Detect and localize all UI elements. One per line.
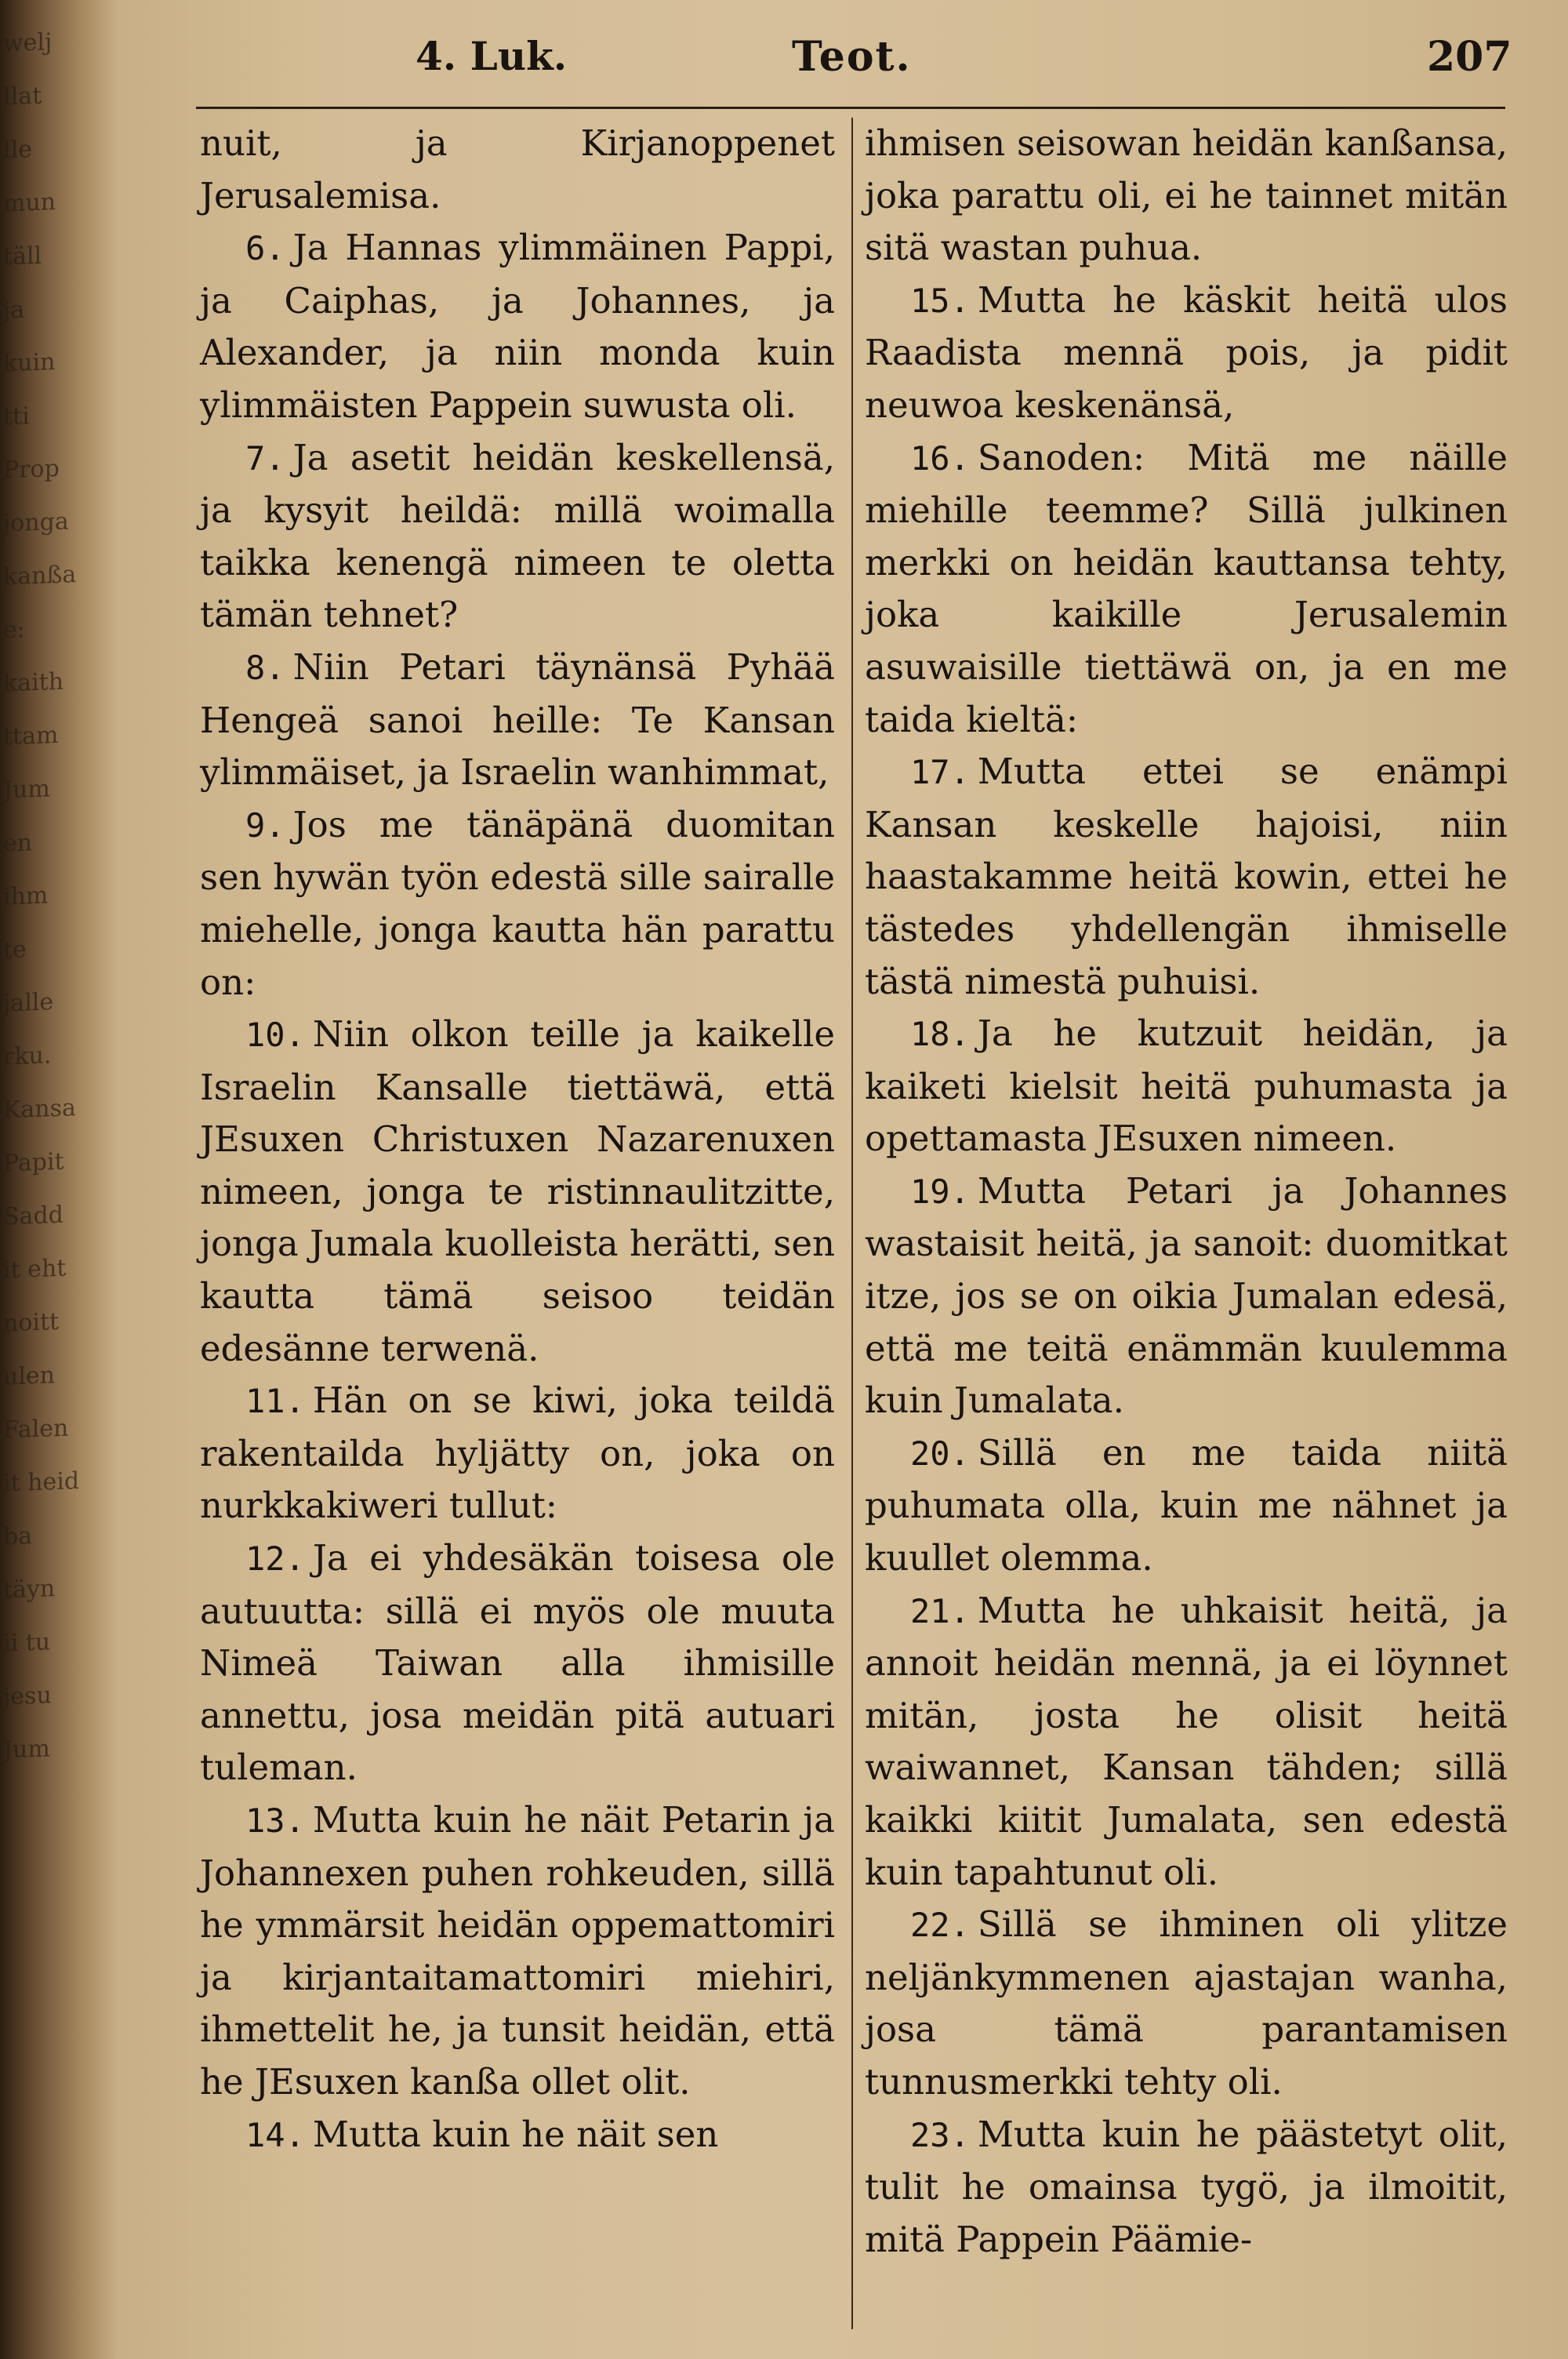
column-divider — [851, 118, 853, 2329]
fragment-line: Falen — [3, 1414, 69, 1445]
verse — [865, 1585, 1508, 1899]
verse — [865, 1008, 1508, 1165]
verse-number: 14. — [245, 2115, 305, 2154]
verse-text: Mutta he uhkaisit heitä, ja annoit heidän mennä, ja ei löynnet mitän, josta he olisit heitä waiwannet, Kansan tähden; sillä kaikki kiitit Jumalata, sen edestä kuin tapahtunut oli. — [865, 1589, 1508, 1893]
right-column — [865, 118, 1508, 2266]
fragment-line: jonga — [3, 507, 69, 538]
verse-text: Ja asetit heidän keskellensä, ja kysyit heildä: millä woimalla taikka kenengä nimeen te oletta tämän tehnet? — [200, 436, 835, 636]
fragment-line: Kansa — [3, 1094, 76, 1125]
verse-number: 16. — [910, 438, 970, 478]
fragment-line: täyn — [3, 1575, 56, 1605]
verse — [200, 1532, 835, 1794]
running-header — [0, 33, 1568, 96]
verse-number: 15. — [910, 281, 970, 320]
fragment-line: Jum — [3, 775, 50, 805]
header-rule — [196, 107, 1505, 109]
verse-text: Niin olkon teille ja kaikelle Israelin Kansalle tiettäwä, että JEsuxen Christuxen Nazarenuxen nimeen, jonga te ristinnaulitzitte, jonga Jumala kuolleista herätti, sen kautta tämä seisoo teidän edesänne terwenä. — [200, 1013, 835, 1369]
verse-text: Niin Petari täynänsä Pyhää Hengeä sanoi heille: Te Kansan ylimmäiset, ja Israelin wanhimmat, — [200, 645, 835, 794]
fragment-line: e: — [3, 616, 25, 645]
verse-text: Sillä en me taida niitä puhumata olla, kuin me nähnet ja kuullet olemma. — [865, 1431, 1508, 1579]
verse — [200, 432, 835, 642]
verse-number: 17. — [910, 753, 970, 792]
fragment-line: welj — [3, 28, 53, 58]
fragment-line: llat — [3, 82, 42, 111]
fragment-line: te — [3, 936, 27, 965]
verse — [200, 1009, 835, 1375]
verse — [865, 2109, 1508, 2266]
fragment-line: täll — [3, 242, 42, 271]
verse-number: 13. — [245, 1801, 305, 1840]
verse-text: Mutta kuin he näit Petarin ja Johannexen puhen rohkeuden, sillä he ymmärsit heidän oppemattomiri ja kirjantaitamattomiri miehiri, ihmettelit he, ja tunsit heidän, että he JEsuxen kanßa ollet olit. — [200, 1799, 835, 2103]
verse-text: Mutta kuin he näit sen — [312, 2113, 719, 2155]
left-column — [200, 118, 835, 2161]
fragment-line: it heid — [3, 1467, 80, 1498]
verse — [865, 1899, 1508, 2108]
verse-text: nuit, ja Kirjanoppenet Jerusalemisa. — [200, 122, 835, 216]
fragment-line: rku. — [3, 1041, 52, 1071]
verse-number: 8. — [245, 648, 285, 687]
verse-number: 23. — [910, 2115, 970, 2154]
verse-number: 7. — [245, 438, 285, 478]
fragment-line: jesu — [3, 1681, 52, 1711]
fragment-line: jalle — [3, 988, 54, 1018]
verse-text: Mutta ettei se enämpi Kansan keskelle hajoisi, niin haastakamme heitä kowin, ettei he tästedes yhdellengän ihmiselle tästä nimestä puhuisi. — [865, 751, 1508, 1002]
verse — [200, 1375, 835, 1532]
verse-text: Hän on se kiwi, joka teildä rakentailda hyljätty on, joka on nurkkakiweri tullut: — [200, 1379, 835, 1527]
verse — [200, 118, 835, 222]
previous-page-fragments — [3, 14, 113, 2324]
verse — [200, 222, 835, 431]
fragment-line: ulen — [3, 1361, 55, 1391]
verse-number: 18. — [910, 1015, 970, 1054]
fragment-line: mun — [3, 188, 56, 218]
verse — [865, 274, 1508, 432]
verse — [200, 642, 835, 799]
verse-text: Mutta kuin he päästetyt olit, tulit he omainsa tygö, ja ilmoitit, mitä Pappein Päämie- — [865, 2113, 1508, 2260]
fragment-line: kuin — [3, 348, 56, 378]
verse — [865, 1427, 1508, 1585]
fragment-line: ba — [3, 1522, 33, 1551]
verse-text: Sillä se ihminen oli ylitze neljänkymmenen ajastajan wanha, josa tämä parantamisen tunnusmerkki tehty oli. — [865, 1903, 1508, 2103]
fragment-line: Jum — [3, 1735, 50, 1765]
verse — [200, 799, 835, 1009]
verse-number: 9. — [245, 805, 285, 845]
verse-number: 21. — [910, 1591, 970, 1630]
verse-number: 11. — [245, 1382, 305, 1421]
fragment-line: kanßa — [3, 561, 77, 591]
fragment-line: ttam — [3, 721, 59, 751]
fragment-line: en — [3, 829, 33, 858]
verse — [865, 432, 1508, 747]
fragment-line: tti — [3, 402, 30, 431]
verse — [865, 118, 1508, 274]
verse — [200, 2109, 835, 2162]
verse-number: 10. — [245, 1016, 305, 1055]
verse-text: Jos me tänäpänä duomitan sen hywän työn edestä sille sairalle miehelle, jonga kautta hän parattu on: — [200, 803, 835, 1003]
verse — [865, 1165, 1508, 1427]
verse-number: 22. — [910, 1906, 970, 1945]
page-number: 207 — [1427, 33, 1512, 81]
book-title: Teot. — [792, 33, 912, 81]
fragment-line: kaith — [3, 667, 64, 698]
fragment-line: ja — [3, 296, 25, 325]
fragment-line: Sadd — [3, 1201, 64, 1231]
fragment-line: ii tu — [3, 1628, 51, 1658]
chapter-label: 4. Luk. — [416, 33, 568, 79]
verse-text: Ja ei yhdesäkän toisesa ole autuutta: sillä ei myös ole muuta Nimeä Taiwan alla ihmisille annettu, josa meidän pitä autuari tuleman. — [200, 1537, 835, 1789]
verse-number: 19. — [910, 1172, 970, 1211]
verse-number: 6. — [245, 229, 285, 268]
verse-text: Sanoden: Mitä me näille miehille teemme? Sillä julkinen merkki on heidän kauttansa tehty, joka kaikille Jerusalemin asuwaisille tiettäwä on, ja en me taida kieltä: — [865, 436, 1508, 740]
verse-number: 12. — [245, 1539, 305, 1579]
verse-text: Ja Hannas ylimmäinen Pappi, ja Caiphas, ja Johannes, ja Alexander, ja niin monda kuin ylimmäisten Pappein suwusta oli. — [200, 227, 835, 426]
fragment-line: Prop — [3, 454, 60, 485]
verse-text: Ja he kutzuit heidän, ja kaiketi kielsit heitä puhumasta ja opettamasta JEsuxen nimeen. — [865, 1012, 1508, 1160]
verse-number: 20. — [910, 1434, 970, 1473]
verse-text: Mutta he käskit heitä ulos Raadista mennä pois, ja pidit neuwoa keskenänsä, — [865, 278, 1508, 426]
binding-gutter — [0, 0, 118, 2359]
fragment-line: lle — [3, 136, 32, 165]
verse — [200, 1794, 835, 2109]
fragment-line: it eht — [3, 1254, 67, 1285]
verse-text: Mutta Petari ja Johannes wastaisit heitä, ja sanoit: duomitkat itze, jos se on oikia Jumalan edesä, että me teitä enämmän kuulemma kuin Jumalata. — [865, 1169, 1508, 1422]
fragment-line: Papit — [3, 1147, 64, 1178]
fragment-line: noitt — [3, 1307, 60, 1338]
fragment-line: ihm — [3, 881, 49, 911]
verse-text: ihmisen seisowan heidän kanßansa, joka parattu oli, ei he tainnet mitän sitä wastan puhua. — [865, 122, 1508, 269]
verse — [865, 746, 1508, 1008]
